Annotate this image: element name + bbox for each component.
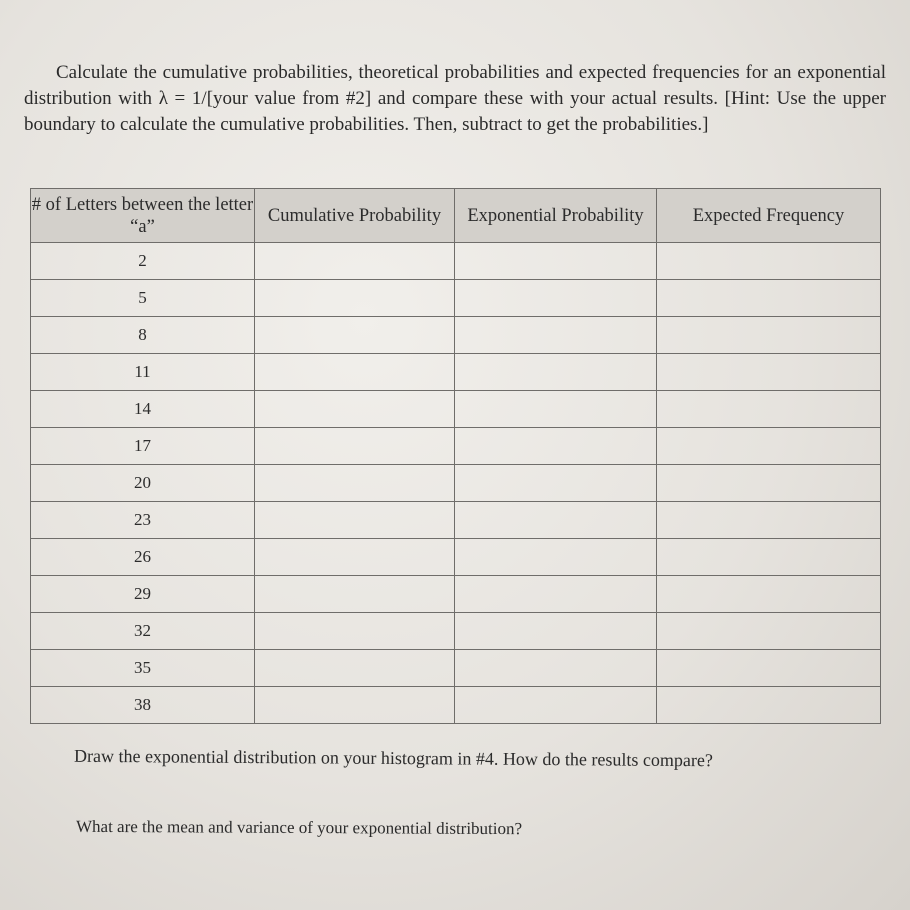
table-row [31,502,881,539]
table-row [31,428,881,465]
exponential-cell[interactable] [455,465,657,502]
instructions-block [24,60,886,138]
header-exponential-probability: Exponential Probability [455,189,657,243]
header-cumulative-probability: Cumulative Probability [255,189,455,243]
exponential-cell[interactable] [455,650,657,687]
letters-value: 32 [31,613,255,650]
expected-frequency-cell[interactable] [657,613,881,650]
cumulative-cell[interactable] [255,280,455,317]
table-row [31,280,881,317]
table-row [31,576,881,613]
table-row [31,650,881,687]
expected-frequency-cell[interactable] [657,465,881,502]
question-histogram-compare: Draw the exponential distribution on your histogram in #4. How do the results compare? [73,745,713,771]
cumulative-cell[interactable] [255,687,455,724]
exponential-cell[interactable] [455,502,657,539]
table-row [31,613,881,650]
question-mean-variance: What are the mean and variance of your exponential distribution? [75,816,523,839]
cumulative-cell[interactable] [255,650,455,687]
expected-frequency-cell[interactable] [657,502,881,539]
letters-value: 26 [31,539,255,576]
cumulative-cell[interactable] [255,428,455,465]
probability-table-container [30,188,880,724]
table-row [31,317,881,354]
letters-value: 14 [31,391,255,428]
letters-value: 11 [31,354,255,391]
expected-frequency-cell[interactable] [657,650,881,687]
table-row [31,354,881,391]
exponential-cell[interactable] [455,391,657,428]
table-row [31,243,881,280]
cumulative-cell[interactable] [255,613,455,650]
letters-value: 23 [31,502,255,539]
expected-frequency-cell[interactable] [657,317,881,354]
letters-value: 8 [31,317,255,354]
letters-value: 35 [31,650,255,687]
expected-frequency-cell[interactable] [657,354,881,391]
cumulative-cell[interactable] [255,465,455,502]
table-header-row [31,189,881,243]
header-letters-between: # of Letters between the letter “a” [31,189,255,243]
cumulative-cell[interactable] [255,539,455,576]
exponential-cell[interactable] [455,539,657,576]
cumulative-cell[interactable] [255,576,455,613]
probability-table [30,188,881,724]
letters-value: 2 [31,243,255,280]
exponential-cell[interactable] [455,280,657,317]
letters-value: 5 [31,280,255,317]
expected-frequency-cell[interactable] [657,539,881,576]
letters-value: 29 [31,576,255,613]
cumulative-cell[interactable] [255,391,455,428]
table-row [31,465,881,502]
expected-frequency-cell[interactable] [657,243,881,280]
exponential-cell[interactable] [455,576,657,613]
expected-frequency-cell[interactable] [657,576,881,613]
exponential-cell[interactable] [455,613,657,650]
instructions-text: Calculate the cumulative probabilities, theoretical probabilities and expected frequencies for an exponential distribution with λ = 1/[your value from #2] and compare these with your actual results. [Hint: Use the upper boundary to calculate the cumulative probabilities. Then, subtract to get the probabilities.] [24,62,886,135]
table-row [31,391,881,428]
letters-value: 20 [31,465,255,502]
letters-value: 38 [31,687,255,724]
exponential-cell[interactable] [455,243,657,280]
expected-frequency-cell[interactable] [657,428,881,465]
expected-frequency-cell[interactable] [657,687,881,724]
exponential-cell[interactable] [455,317,657,354]
exponential-cell[interactable] [455,354,657,391]
cumulative-cell[interactable] [255,502,455,539]
letters-value: 17 [31,428,255,465]
cumulative-cell[interactable] [255,243,455,280]
exponential-cell[interactable] [455,687,657,724]
cumulative-cell[interactable] [255,317,455,354]
table-row [31,687,881,724]
header-expected-frequency: Expected Frequency [657,189,881,243]
table-row [31,539,881,576]
cumulative-cell[interactable] [255,354,455,391]
exponential-cell[interactable] [455,428,657,465]
expected-frequency-cell[interactable] [657,280,881,317]
expected-frequency-cell[interactable] [657,391,881,428]
